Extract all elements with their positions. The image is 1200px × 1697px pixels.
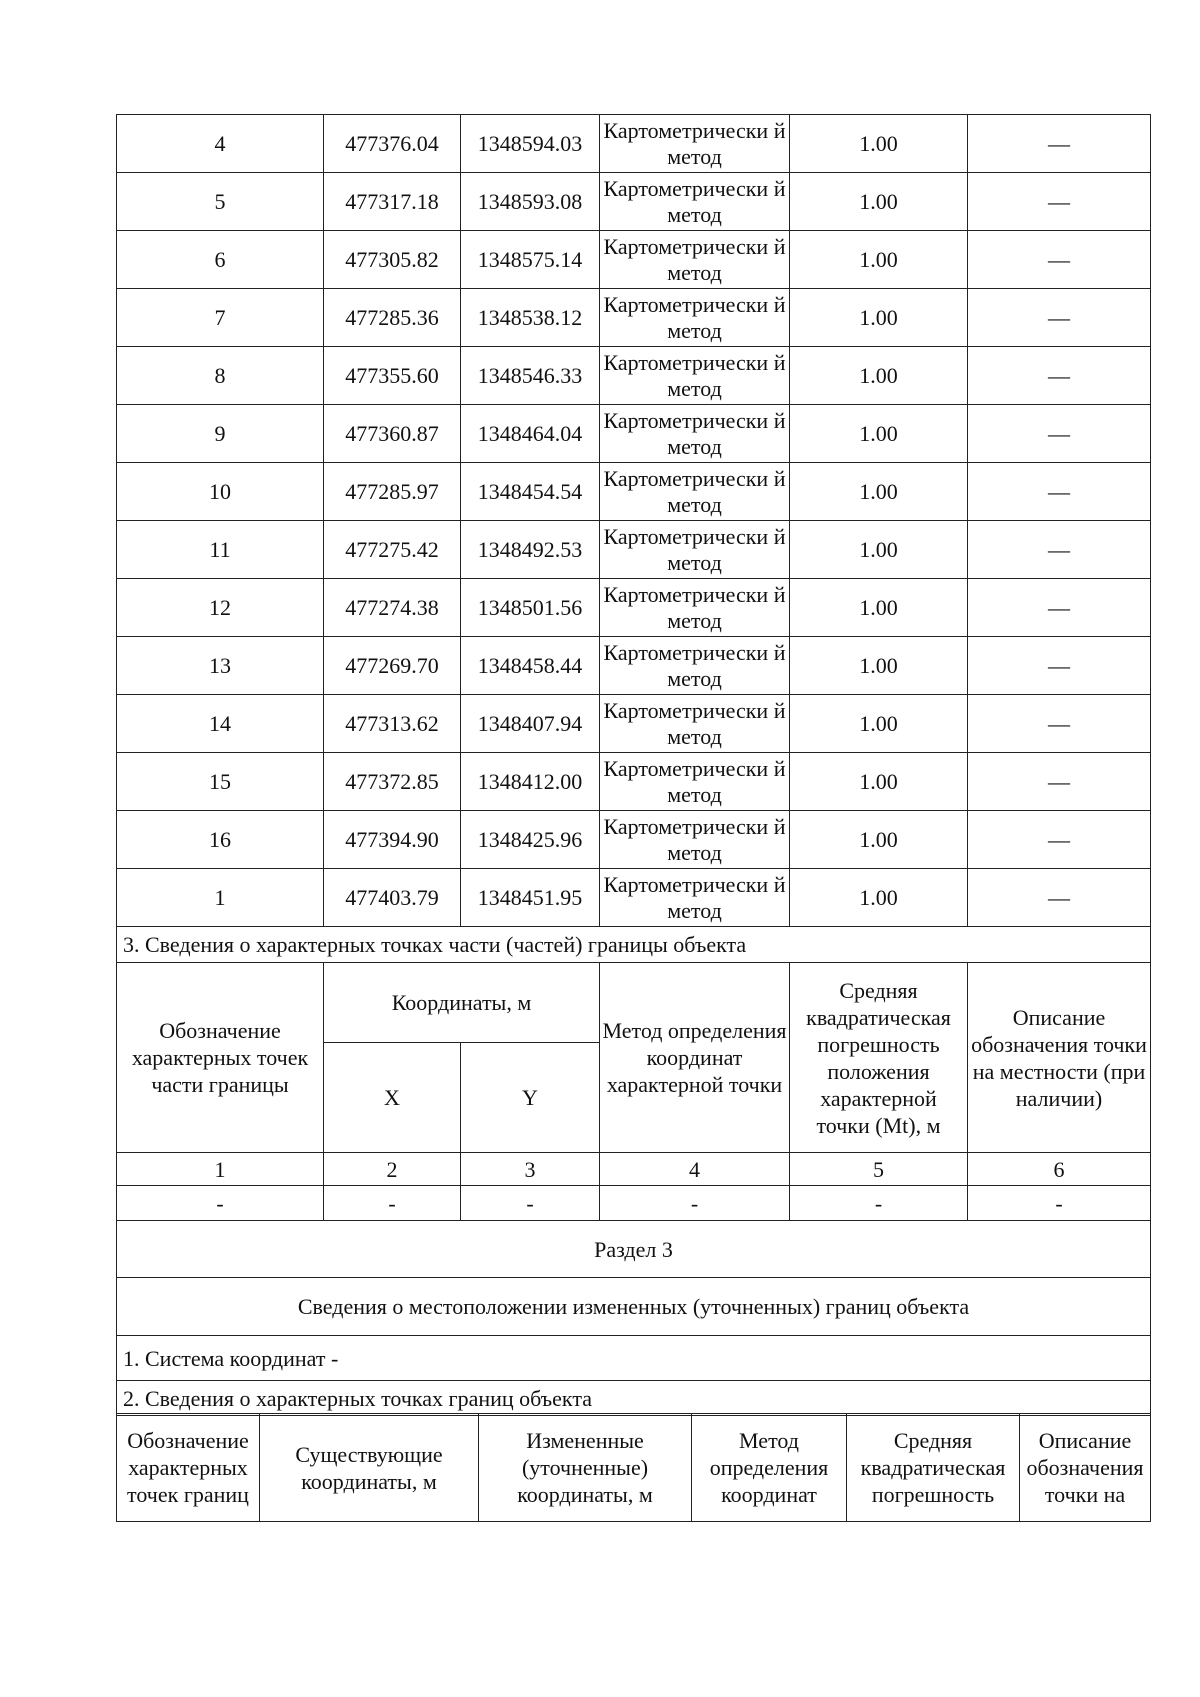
coord-x: 477394.90 xyxy=(324,811,461,869)
point-number: 5 xyxy=(117,173,324,231)
coord-system-row xyxy=(117,1336,1151,1381)
coord-x: 477305.82 xyxy=(324,231,461,289)
column-number: 3 xyxy=(461,1153,600,1186)
point-description: — xyxy=(968,695,1151,753)
table-row xyxy=(117,695,1151,753)
header-error: Средняя квадратическая погрешность xyxy=(847,1414,1020,1522)
point-description: — xyxy=(968,347,1151,405)
point-description: — xyxy=(968,753,1151,811)
coord-x: 477376.04 xyxy=(324,115,461,173)
empty-cell: - xyxy=(968,1186,1151,1221)
table-row xyxy=(117,579,1151,637)
point-description: — xyxy=(968,289,1151,347)
coord-x: 477269.70 xyxy=(324,637,461,695)
coord-y: 1348593.08 xyxy=(461,173,600,231)
column-number: 5 xyxy=(790,1153,968,1186)
method-cell: Картометрически й метод xyxy=(600,231,790,289)
header-designation: Обозначение характерных точек границ xyxy=(117,1414,260,1522)
point-number: 7 xyxy=(117,289,324,347)
method-cell: Картометрически й метод xyxy=(600,753,790,811)
header-method: Метод определения координат xyxy=(692,1414,847,1522)
error-mt: 1.00 xyxy=(790,637,968,695)
point-description: — xyxy=(968,463,1151,521)
error-mt: 1.00 xyxy=(790,231,968,289)
boundary-points-title-row xyxy=(117,1381,1151,1416)
coord-x: 477372.85 xyxy=(324,753,461,811)
method-cell: Картометрически й метод xyxy=(600,869,790,927)
coord-x: 477360.87 xyxy=(324,405,461,463)
header-designation: Обозначение характерных точек части границы xyxy=(117,963,324,1153)
table-row xyxy=(117,347,1151,405)
error-mt: 1.00 xyxy=(790,463,968,521)
section-parts-title: 3. Сведения о характерных точках части (частей) границы объекта xyxy=(117,927,1151,963)
section3-subtitle: Сведения о местоположении измененных (уточненных) границ объекта xyxy=(117,1278,1151,1336)
coord-y: 1348546.33 xyxy=(461,347,600,405)
coord-y: 1348464.04 xyxy=(461,405,600,463)
point-description: — xyxy=(968,405,1151,463)
method-cell: Картометрически й метод xyxy=(600,405,790,463)
method-cell: Картометрически й метод xyxy=(600,289,790,347)
coord-x: 477274.38 xyxy=(324,579,461,637)
table-row xyxy=(117,637,1151,695)
coord-y: 1348454.54 xyxy=(461,463,600,521)
point-number: 12 xyxy=(117,579,324,637)
point-description: — xyxy=(968,521,1151,579)
table-row xyxy=(117,811,1151,869)
error-mt: 1.00 xyxy=(790,115,968,173)
header-changed-coords: Измененные (уточненные) координаты, м xyxy=(479,1414,692,1522)
empty-cell: - xyxy=(324,1186,461,1221)
header-desc: Описание обозначения точки на местности (при наличии) xyxy=(968,963,1151,1153)
point-number: 4 xyxy=(117,115,324,173)
boundary-points-title: 2. Сведения о характерных точках границ объекта xyxy=(117,1381,1151,1416)
changed-table-header-row xyxy=(117,1414,1151,1522)
error-mt: 1.00 xyxy=(790,347,968,405)
method-cell: Картометрически й метод xyxy=(600,695,790,753)
error-mt: 1.00 xyxy=(790,869,968,927)
error-mt: 1.00 xyxy=(790,579,968,637)
boundary-points-table xyxy=(116,114,1151,1416)
coord-x: 477355.60 xyxy=(324,347,461,405)
empty-cell: - xyxy=(117,1186,324,1221)
coord-x: 477285.97 xyxy=(324,463,461,521)
column-number: 2 xyxy=(324,1153,461,1186)
point-number: 6 xyxy=(117,231,324,289)
point-number: 10 xyxy=(117,463,324,521)
coord-y: 1348458.44 xyxy=(461,637,600,695)
coord-y: 1348501.56 xyxy=(461,579,600,637)
parts-header-row-1 xyxy=(117,963,1151,1043)
error-mt: 1.00 xyxy=(790,753,968,811)
coord-x: 477313.62 xyxy=(324,695,461,753)
header-coords: Координаты, м xyxy=(324,963,600,1043)
coord-x: 477275.42 xyxy=(324,521,461,579)
table-row xyxy=(117,463,1151,521)
error-mt: 1.00 xyxy=(790,521,968,579)
table-row xyxy=(117,173,1151,231)
empty-cell: - xyxy=(790,1186,968,1221)
error-mt: 1.00 xyxy=(790,405,968,463)
point-number: 1 xyxy=(117,869,324,927)
header-x: X xyxy=(324,1043,461,1153)
coord-y: 1348412.00 xyxy=(461,753,600,811)
empty-cell: - xyxy=(461,1186,600,1221)
point-description: — xyxy=(968,811,1151,869)
column-numbers-row xyxy=(117,1153,1151,1186)
header-existing-coords: Существующие координаты, м xyxy=(260,1414,479,1522)
point-number: 16 xyxy=(117,811,324,869)
method-cell: Картометрически й метод xyxy=(600,579,790,637)
table-row xyxy=(117,289,1151,347)
coord-y: 1348451.95 xyxy=(461,869,600,927)
coord-system: 1. Система координат - xyxy=(117,1336,1151,1381)
method-cell: Картометрически й метод xyxy=(600,637,790,695)
coord-y: 1348492.53 xyxy=(461,521,600,579)
coord-x: 477285.36 xyxy=(324,289,461,347)
point-number: 9 xyxy=(117,405,324,463)
empty-cell: - xyxy=(600,1186,790,1221)
empty-row xyxy=(117,1186,1151,1221)
changed-boundaries-table xyxy=(116,1413,1151,1522)
section-row xyxy=(117,927,1151,963)
table-row xyxy=(117,753,1151,811)
header-method: Метод определения координат характерной точки xyxy=(600,963,790,1153)
point-number: 13 xyxy=(117,637,324,695)
header-desc: Описание обозначения точки на xyxy=(1020,1414,1151,1522)
point-description: — xyxy=(968,231,1151,289)
point-description: — xyxy=(968,173,1151,231)
coord-y: 1348425.96 xyxy=(461,811,600,869)
method-cell: Картометрически й метод xyxy=(600,173,790,231)
error-mt: 1.00 xyxy=(790,811,968,869)
point-number: 15 xyxy=(117,753,324,811)
column-number: 6 xyxy=(968,1153,1151,1186)
column-number: 1 xyxy=(117,1153,324,1186)
coord-y: 1348538.12 xyxy=(461,289,600,347)
point-number: 14 xyxy=(117,695,324,753)
error-mt: 1.00 xyxy=(790,289,968,347)
error-mt: 1.00 xyxy=(790,173,968,231)
table-row xyxy=(117,231,1151,289)
coord-x: 477317.18 xyxy=(324,173,461,231)
section3-subtitle-row xyxy=(117,1278,1151,1336)
table-row xyxy=(117,521,1151,579)
table-row xyxy=(117,405,1151,463)
point-description: — xyxy=(968,869,1151,927)
column-number: 4 xyxy=(600,1153,790,1186)
coord-y: 1348407.94 xyxy=(461,695,600,753)
method-cell: Картометрически й метод xyxy=(600,463,790,521)
method-cell: Картометрически й метод xyxy=(600,521,790,579)
point-number: 11 xyxy=(117,521,324,579)
table-row xyxy=(117,869,1151,927)
point-description: — xyxy=(968,637,1151,695)
section3-title: Раздел 3 xyxy=(117,1221,1151,1278)
error-mt: 1.00 xyxy=(790,695,968,753)
header-error: Средняя квадратическая погрешность положения характерной точки (Mt), м xyxy=(790,963,968,1153)
coord-x: 477403.79 xyxy=(324,869,461,927)
table-row xyxy=(117,115,1151,173)
coord-y: 1348575.14 xyxy=(461,231,600,289)
section3-title-row xyxy=(117,1221,1151,1278)
coord-y: 1348594.03 xyxy=(461,115,600,173)
point-description: — xyxy=(968,115,1151,173)
header-y: Y xyxy=(461,1043,600,1153)
method-cell: Картометрически й метод xyxy=(600,811,790,869)
point-description: — xyxy=(968,579,1151,637)
method-cell: Картометрически й метод xyxy=(600,115,790,173)
point-number: 8 xyxy=(117,347,324,405)
method-cell: Картометрически й метод xyxy=(600,347,790,405)
